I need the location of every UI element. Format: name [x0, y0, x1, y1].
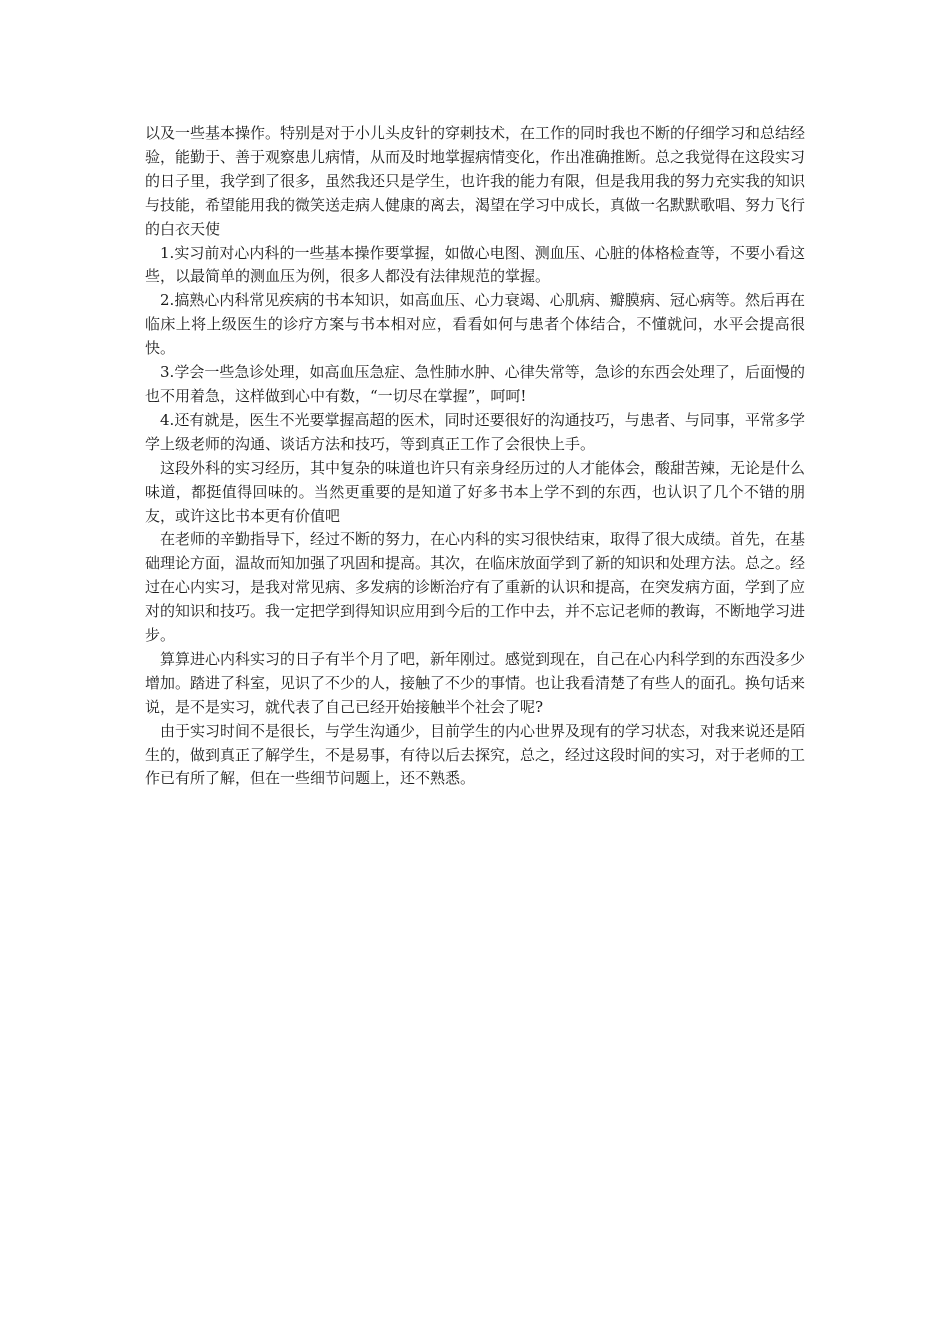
paragraph-tip-1: 1.实习前对心内科的一些基本操作要掌握，如做心电图、测血压、心脏的体格检查等，不要小看这些，以最简单的测血压为例，很多人都没有法律规范的掌握。 — [145, 243, 805, 286]
paragraph-tip-4: 4.还有就是，医生不光要掌握高超的医术，同时还要很好的沟通技巧，与患者、与同事，平常多学学上级老师的沟通、谈话方法和技巧，等到真正工作了会很快上手。 — [145, 410, 805, 453]
document-page — [145, 122, 805, 791]
paragraph-tip-3: 3.学会一些急诊处理，如高血压急症、急性肺水肿、心律失常等，急诊的东西会处理了，后面慢的也不用着急，这样做到心中有数，“一切尽在掌握”，呵呵! — [145, 363, 805, 405]
paragraph-student-communication: 由于实习时间不是很长，与学生沟通少，目前学生的内心世界及现有的学习状态，对我来说还是陌生的，做到真正了解学生，不是易事，有待以后去探究，总之，经过这段时间的实习，对于老师的工作已有所了解，但在一些细节问题上，还不熟悉。 — [145, 721, 806, 788]
paragraph-tip-2: 2.搞熟心内科常见疾病的书本知识，如高血压、心力衰竭、心肌病、瓣膜病、冠心病等。然后再在临床上将上级医生的诊疗方案与书本相对应，看看如何与患者个体结合，不懂就问，水平会提高很快。 — [145, 291, 805, 358]
paragraph-surgery-experience: 这段外科的实习经历，其中复杂的味道也许只有亲身经历过的人才能体会，酸甜苦辣，无论是什么味道，都挺值得回味的。当然更重要的是知道了好多书本上学不到的东西，也认识了几个不错的朋友，或许这比书本更有价值吧 — [145, 458, 806, 525]
paragraph-continuation: 以及一些基本操作。特别是对于小儿头皮针的穿刺技术，在工作的同时我也不断的仔细学习和总结经验，能勤于、善于观察患儿病情，从而及时地掌握病情变化，作出准确推断。总之我觉得在这段实习的日子里，我学到了很多，虽然我还只是学生，也许我的能力有限，但是我用我的努力充实我的知识与技能，希望能用我的微笑送走病人健康的离去，渴望在学习中成长，真做一名默默歌唱、努力飞行的白衣天使 — [145, 124, 806, 238]
paragraph-teacher-guidance: 在老师的辛勤指导下，经过不断的努力，在心内科的实习很快结束，取得了很大成绩。首先，在基础理论方面，温故而知加强了巩固和提高。其次，在临床放面学到了新的知识和处理方法。总之。经过在心内实习，是我对常见病、多发病的诊断治疗有了重新的认识和提高，在突发病方面，学到了应对的知识和技巧。我一定把学到得知识应用到今后的工作中去，并不忘记老师的教诲，不断地学习进步。 — [145, 530, 806, 645]
paragraph-half-month: 算算进心内科实习的日子有半个月了吧，新年刚过。感觉到现在，自己在心内科学到的东西没多少增加。踏进了科室，见识了不少的人，接触了不少的事情。也让我看清楚了有些人的面孔。换句话来说，是不是实习，就代表了自己已经开始接触半个社会了呢? — [145, 649, 806, 716]
